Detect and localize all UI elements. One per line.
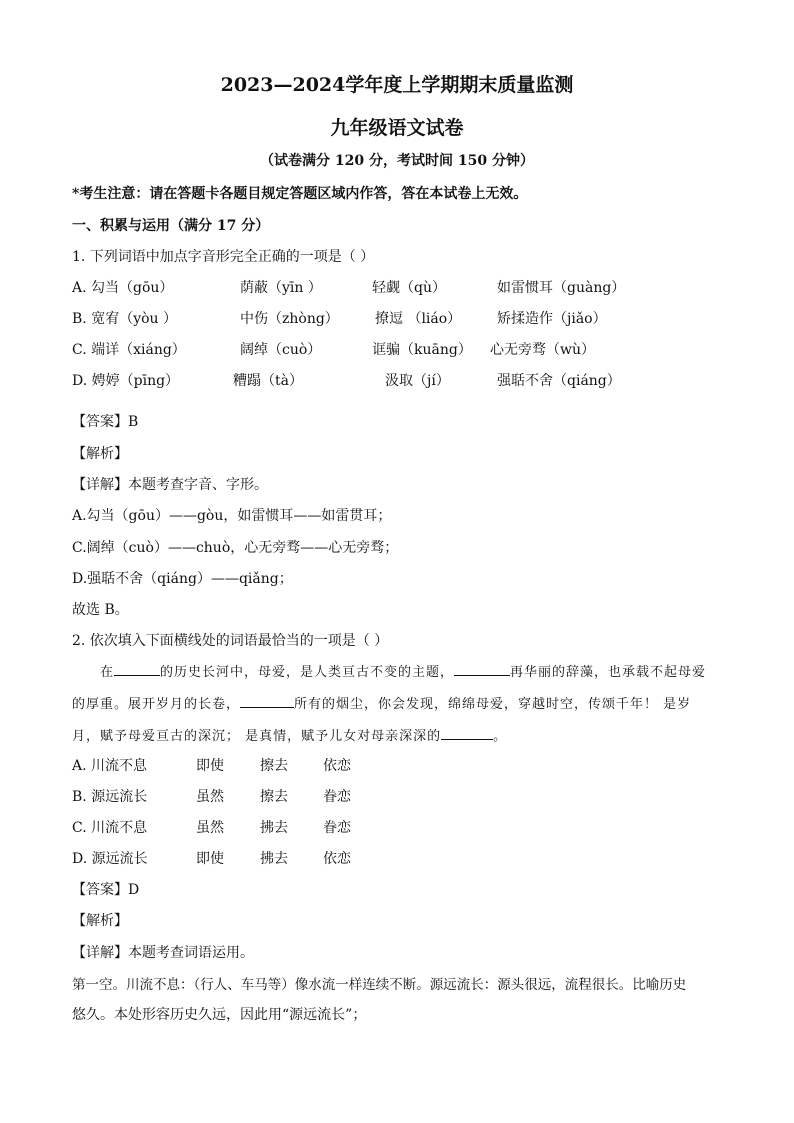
- exam-subtitle: 九年级语文试卷: [330, 117, 464, 139]
- option-text: 眷恋: [323, 820, 351, 836]
- passage-text: 所有的烟尘，你会发现，绵绵母爱，穿越时空，传颂千年！ 是岁: [294, 697, 692, 712]
- option-text: 荫蔽（yīn ）: [240, 280, 322, 296]
- explain-line: 悠久。本处形容历史久远，因此用“源远流长”；: [72, 1007, 367, 1023]
- option-text: 拂去: [260, 820, 288, 836]
- option-text: 心无旁骛（wù）: [490, 342, 595, 358]
- answer-tag: 【答案】: [72, 414, 128, 430]
- fill-blank-2: [454, 663, 510, 676]
- question-1-answer: [72, 411, 138, 431]
- option-text: B. 源远流长: [72, 789, 148, 805]
- option-text: 阔绰（cuò）: [240, 342, 322, 358]
- passage-text: 的历史长河中，母爱，是人类亘古不变的主题，: [160, 665, 455, 680]
- passage-line: [72, 725, 507, 744]
- option-text: 如雷惯耳（guàng）: [497, 280, 626, 296]
- option-text: 眷恋: [323, 789, 351, 805]
- fill-blank-4: [441, 727, 493, 740]
- fill-blank-3: [240, 695, 294, 708]
- answer-value: B: [128, 414, 139, 430]
- passage-text: 在: [100, 665, 115, 680]
- option-text: B. 宽宥（yòu ）: [72, 311, 177, 327]
- option-text: 擦去: [260, 758, 288, 774]
- exam-title: 2023—2024学年度上学期期末质量监测: [220, 74, 574, 96]
- explain-line: D.强聒不舍（qiáng）——qiǎng；: [72, 571, 293, 587]
- option-text: 依恋: [323, 758, 351, 774]
- passage-text: 月，赋予母爱亘古的深沉； 是真情，赋予儿女对母亲深深的: [72, 729, 442, 744]
- option-text: 矫揉造作（jiǎo）: [497, 311, 607, 327]
- detail-text: 本题考查词语运用。: [128, 945, 254, 961]
- option-text: D. 源远流长: [72, 851, 148, 867]
- option-text: C. 川流不息: [72, 820, 148, 836]
- question-1-detail: [72, 474, 268, 494]
- question-1-analysis-tag: 【解析】: [72, 446, 128, 462]
- candidate-notice: *考生注意：请在答题卡各题目规定答题区域内作答，答在本试卷上无效。: [72, 186, 528, 202]
- option-text: D. 娉婷（pīng）: [72, 373, 180, 389]
- option-text: A. 勾当（gōu）: [72, 280, 174, 296]
- answer-value: D: [128, 882, 140, 898]
- option-text: 拂去: [260, 851, 288, 867]
- option-text: 轻觑（qù）: [372, 280, 446, 296]
- question-1-stem: 1. 下列词语中加点字音形完全正确的一项是（ ）: [72, 249, 375, 265]
- option-text: 依恋: [323, 851, 351, 867]
- section-heading: 一、积累与运用（满分 17 分）: [72, 218, 270, 234]
- passage-text: 的厚重。展开岁月的长卷，: [72, 697, 241, 712]
- fill-blank-1: [114, 663, 160, 676]
- explain-line: 故选 B。: [72, 602, 129, 618]
- option-text: 擦去: [260, 789, 288, 805]
- option-text: 糟蹋（tà）: [233, 373, 303, 389]
- option-text: 即使: [196, 758, 224, 774]
- explain-line: 第一空。川流不息：（行人、车马等）像水流一样连续不断。源远流长：源头很远，流程很长。比喻历史: [72, 977, 687, 993]
- option-text: C. 端详（xiáng）: [72, 342, 186, 358]
- explain-line: C.阔绰（cuò）——chuò，心无旁骛——心无旁骛；: [72, 540, 399, 556]
- question-2-stem: 2. 依次填入下面横线处的词语最恰当的一项是（ ）: [72, 633, 389, 649]
- answer-tag: 【答案】: [72, 882, 128, 898]
- option-text: 撩逗 （liáo）: [375, 311, 462, 327]
- question-2-detail: [72, 942, 254, 962]
- score-note: （试卷满分 120 分，考试时间 150 分钟）: [260, 153, 534, 169]
- option-text: A. 川流不息: [72, 758, 148, 774]
- question-2-analysis-tag: 【解析】: [72, 913, 128, 929]
- passage-line: [72, 693, 691, 712]
- question-2-answer: [72, 879, 139, 899]
- option-text: 虽然: [196, 820, 224, 836]
- passage-line: [100, 661, 706, 680]
- option-text: 虽然: [196, 789, 224, 805]
- explain-line: A.勾当（gōu）——gòu，如雷惯耳——如雷贯耳；: [72, 508, 392, 524]
- option-text: 强聒不舍（qiáng）: [497, 373, 621, 389]
- passage-text: 。: [493, 729, 508, 744]
- detail-tag: 【详解】: [72, 477, 128, 493]
- option-text: 汲取（jí）: [385, 373, 450, 389]
- option-text: 诓骗（kuāng）: [372, 342, 472, 358]
- option-text: 中伤（zhòng）: [240, 311, 339, 327]
- detail-text: 本题考查字音、字形。: [128, 477, 268, 493]
- passage-text: 再华丽的辞藻，也承载不起母爱: [510, 665, 707, 680]
- option-text: 即使: [196, 851, 224, 867]
- detail-tag: 【详解】: [72, 945, 128, 961]
